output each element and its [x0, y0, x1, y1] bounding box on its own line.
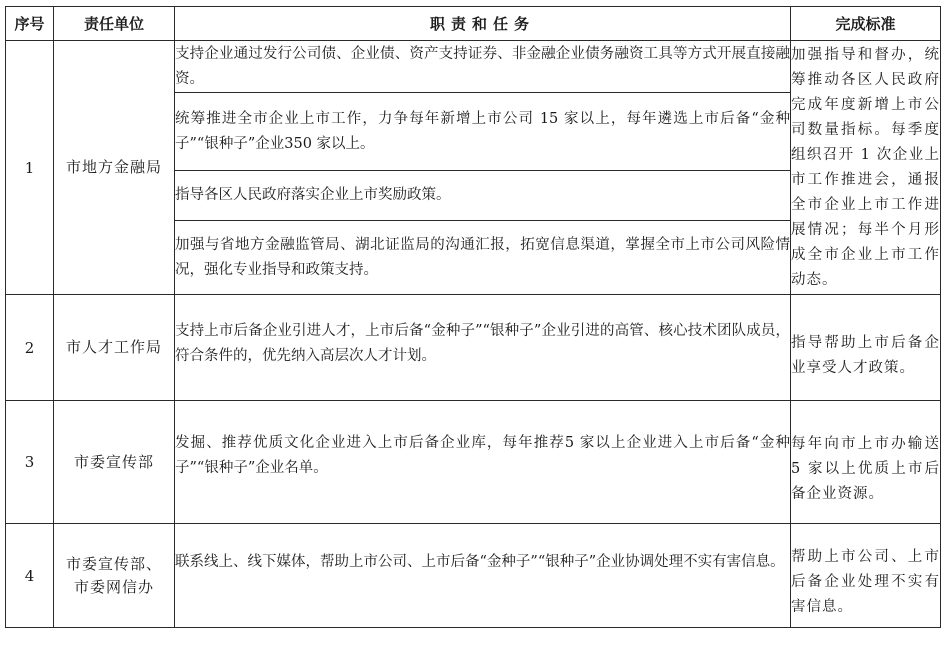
row-seq: 1: [6, 41, 54, 295]
row-task: 加强与省地方金融监管局、湖北证监局的沟通汇报，拓宽信息渠道，掌握全市上市公司风险情况，强化专业指导和政策支持。: [175, 221, 791, 295]
row-unit-line: 市委宣传部、: [65, 554, 162, 573]
table-row: [6, 295, 941, 401]
row-seq: 3: [6, 401, 54, 524]
row-task: 发掘、推荐优质文化企业进入上市后备企业库，每年推荐5 家以上企业进入上市后备“金种子”“银种子”企业名单。: [175, 401, 791, 524]
header-standard: 完成标准: [791, 7, 941, 41]
header-duty: 职责和任务: [175, 7, 791, 41]
table-row: [6, 41, 941, 93]
row-task: 联系线上、线下媒体，帮助上市公司、上市后备“金种子”“银种子”企业协调处理不实有害信息。: [175, 524, 791, 628]
header-seq: 序号: [6, 7, 54, 41]
row-seq: 2: [6, 295, 54, 401]
row-standard: 加强指导和督办，统筹推动各区人民政府完成年度新增上市公司数量指标。每季度组织召开 1 次企业上市工作推进会，通报全市企业上市工作进展情况；每半个月形成全市企业上市工作动态。: [791, 41, 941, 295]
row-unit: 市地方金融局: [54, 41, 175, 295]
row-task: 指导各区人民政府落实企业上市奖励政策。: [175, 171, 791, 221]
header-unit: 责任单位: [54, 7, 175, 41]
row-standard: 每年向市上市办输送 5 家以上优质上市后备企业资源。: [791, 401, 941, 524]
row-task: 支持上市后备企业引进人才，上市后备“金种子”“银种子”企业引进的高管、核心技术团队成员，符合条件的，优先纳入高层次人才计划。: [175, 295, 791, 401]
row-unit-line: 市委网信办: [73, 577, 154, 596]
row-unit: [54, 524, 175, 628]
row-task: 支持企业通过发行公司债、企业债、资产支持证券、非金融企业债务融资工具等方式开展直接融资。: [175, 41, 791, 93]
row-unit: 市委宣传部: [54, 401, 175, 524]
row-seq: 4: [6, 524, 54, 628]
row-standard: 帮助上市公司、上市后备企业处理不实有害信息。: [791, 524, 941, 628]
responsibility-table: [5, 6, 941, 628]
row-standard: 指导帮助上市后备企业享受人才政策。: [791, 295, 941, 401]
header-row: [6, 7, 941, 41]
row-task: 统筹推进全市企业上市工作，力争每年新增上市公司 15 家以上，每年遴选上市后备“金种子”“银种子”企业350 家以上。: [175, 93, 791, 171]
row-unit: 市人才工作局: [54, 295, 175, 401]
table-row: [6, 524, 941, 628]
table-row: [6, 401, 941, 524]
